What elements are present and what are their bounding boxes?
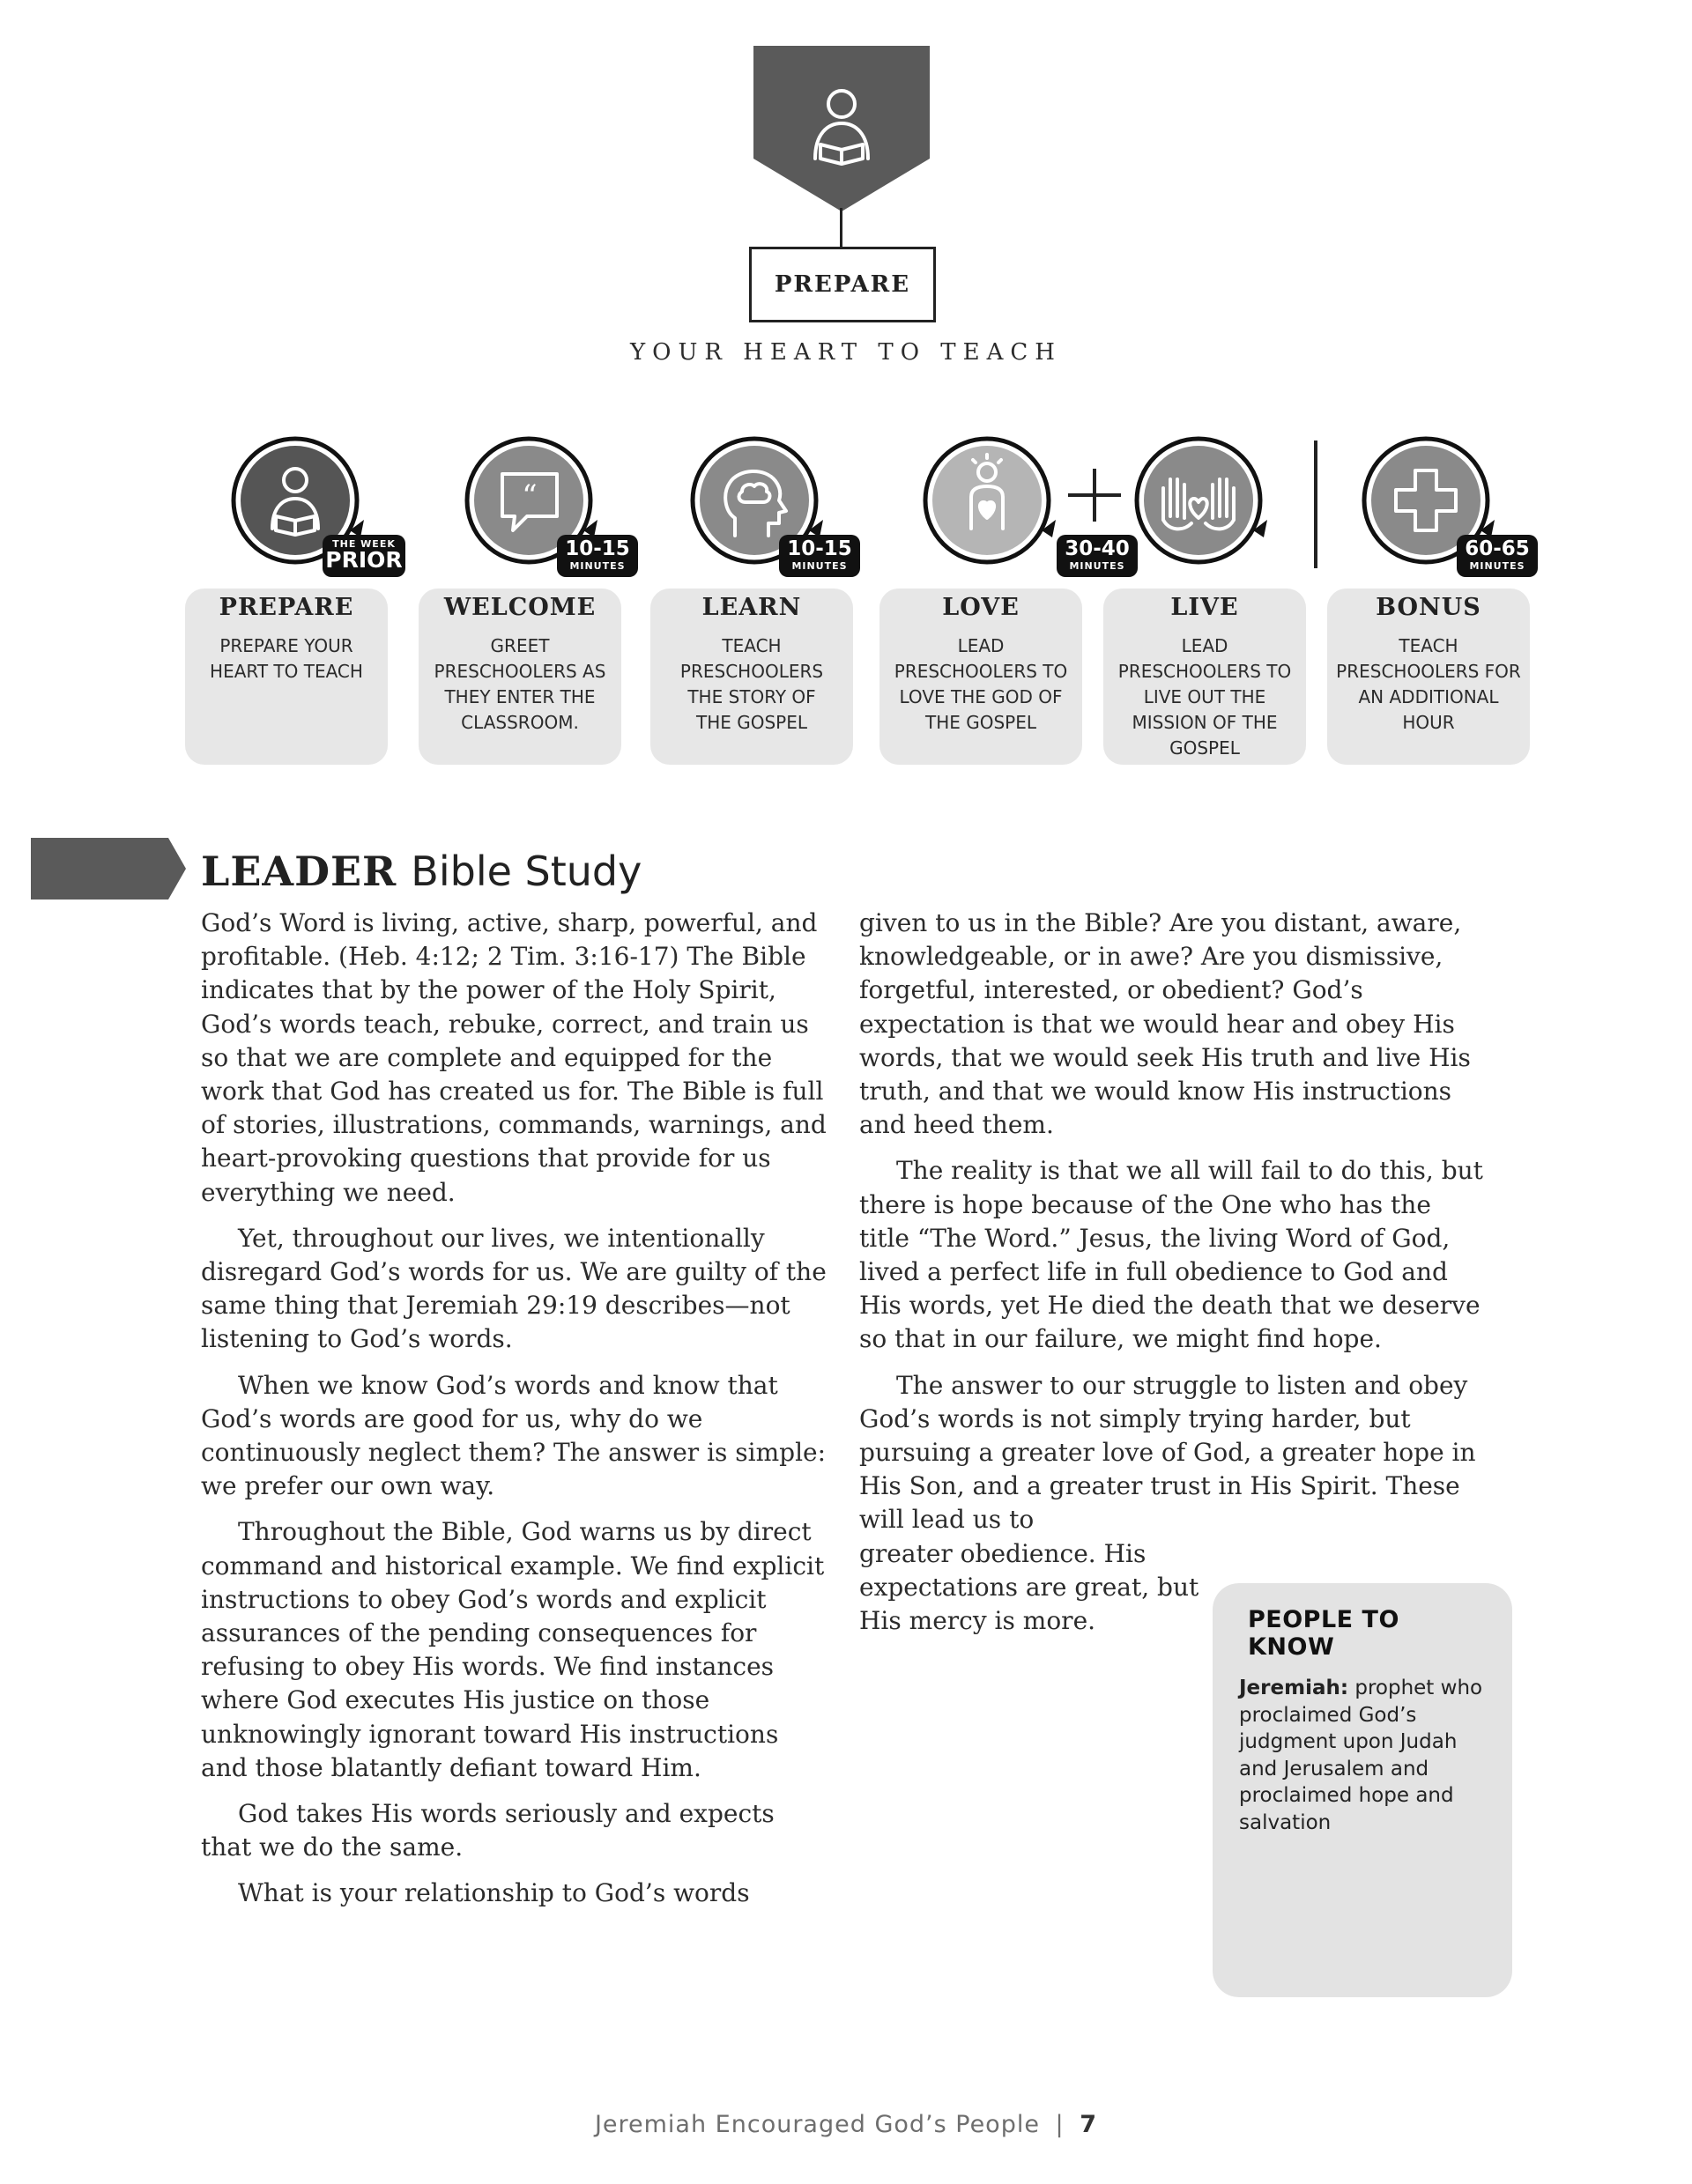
study-paragraph: God takes His words seriously and expects that we do the same. (201, 1799, 775, 1862)
step-title: PREPARE (219, 594, 354, 621)
step-bonus-time-badge: 60-65 MINUTES (1457, 535, 1538, 577)
study-paragraph: What is your relationship to God’s words (238, 1878, 750, 1908)
prepare-banner (753, 46, 930, 211)
step-learn-time-badge: 10-15 MINUTES (779, 535, 860, 577)
study-paragraph: Yet, throughout our lives, we intentionally disregard God’s words for us. We are guilty of the same thing that Jeremiah 29:19 describes—not listening to God’s words. (201, 1223, 827, 1354)
step-description: TEACH PRESCHOOLERS FOR AN ADDITIONAL HOUR (1336, 635, 1521, 733)
step-title: WELCOME (443, 594, 597, 621)
section-tab-arrow (31, 838, 186, 900)
step-card-live (1103, 589, 1306, 765)
people-to-know-entry (1239, 1675, 1488, 1836)
step-welcome-time-badge: 10-15 MINUTES (557, 535, 638, 577)
footer-separator: | (1055, 2111, 1065, 2138)
people-to-know-box (1213, 1583, 1512, 1997)
step-description: TEACH PRESCHOOLERS THE STORY OF THE GOSPEL (679, 635, 824, 733)
step-love-icon-wrap (916, 432, 1066, 573)
step-card-learn (650, 589, 853, 765)
study-paragraph: When we know God’s words and know that God’s words are good for us, why do we continuously neglect them? The answer is simple: we prefer our own way. (201, 1370, 827, 1501)
step-live-icon-wrap (1128, 432, 1278, 573)
page-footer (0, 2111, 1692, 2138)
person-name: Jeremiah: (1239, 1677, 1349, 1699)
step-description: LEAD PRESCHOOLERS TO LIVE OUT THE MISSION OF THE GOSPEL (1117, 635, 1292, 759)
step-card-welcome (419, 589, 621, 765)
stage-subtitle: YOUR HEART TO TEACH (630, 339, 1062, 366)
footer-title: Jeremiah Encouraged God’s People (594, 2111, 1040, 2138)
study-paragraph: The reality is that we all will fail to do this, but there is hope because of the One who has the title “The Word.” Jesus, the living Word of God, lived a perfect life in full obedience to God and His words, yet He died the death that we deserve so that in our failure, we might find hope. (859, 1156, 1483, 1354)
person-definition: prophet who proclaimed God’s judgment upon Judah and Jerusalem and proclaimed hope and salvation (1239, 1677, 1483, 1834)
bonus-divider (1314, 441, 1317, 568)
step-title: LIVE (1170, 594, 1239, 621)
step-love-time-badge: 30-40 MINUTES (1057, 535, 1138, 577)
stage-label: PREPARE (749, 247, 936, 322)
step-title: BONUS (1376, 594, 1481, 621)
study-paragraph: greater obedience. His expectations are great, but His mercy is more. (859, 1538, 1199, 1636)
step-title: LOVE (942, 594, 1020, 621)
svg-text:“: “ (522, 478, 538, 514)
study-paragraph: given to us in the Bible? Are you distant, aware, knowledgeable, or in awe? Are you dismissive, forgetful, interested, or obedient? God’s expectation is that we would hear and obey His words, that we would seek His truth and live His truth, and that we would know His instructions and heed them. (859, 908, 1471, 1140)
banner-connector (840, 208, 842, 248)
step-card-bonus (1327, 589, 1530, 765)
study-left-column (201, 907, 831, 1923)
study-paragraph: Throughout the Bible, God warns us by direct command and historical example. We find explicit instructions to obey God’s words and explicit assurances of the pending consequences for refusing to obey His words. We find instances where God executes His justice on those unknowingly ignorant toward His instructions and those blatantly defiant toward Him. (201, 1517, 825, 1782)
step-description: PREPARE YOUR HEART TO TEACH (210, 635, 363, 682)
step-description: LEAD PRESCHOOLERS TO LOVE THE GOD OF THE GOSPEL (894, 635, 1068, 733)
study-paragraph: God’s Word is living, active, sharp, powerful, and profitable. (Heb. 4:12; 2 Tim. 3:16-17) The Bible indicates that by the power of the Holy Spirit, God’s words teach, rebuke, correct, and train us so that we are complete and equipped for the work that God has created us for. The Bible is full of stories, illustrations, commands, warnings, and heart-provoking questions that provide for us everything we need. (201, 908, 827, 1207)
page-number: 7 (1080, 2111, 1098, 2138)
study-right-column (859, 907, 1485, 1650)
step-card-prepare (185, 589, 388, 765)
step-card-love (879, 589, 1082, 765)
section-title-strong: LEADER (201, 848, 397, 895)
plus-connector (1068, 469, 1121, 522)
step-description: GREET PRESCHOOLERS AS THEY ENTER THE CLASSROOM. (434, 635, 606, 733)
people-to-know-title: PEOPLE TO KNOW (1248, 1606, 1399, 1661)
section-title-light: Bible Study (411, 848, 642, 895)
study-paragraph: The answer to our struggle to listen and obey God’s words is not simply trying harder, but pursuing a greater love of God, a greater hope in His Son, and a greater trust in His Spirit. These will lead us to (859, 1370, 1476, 1535)
step-prepare-time-badge: THE WEEK PRIOR (323, 535, 405, 577)
section-title (201, 848, 642, 895)
step-title: LEARN (701, 594, 802, 621)
